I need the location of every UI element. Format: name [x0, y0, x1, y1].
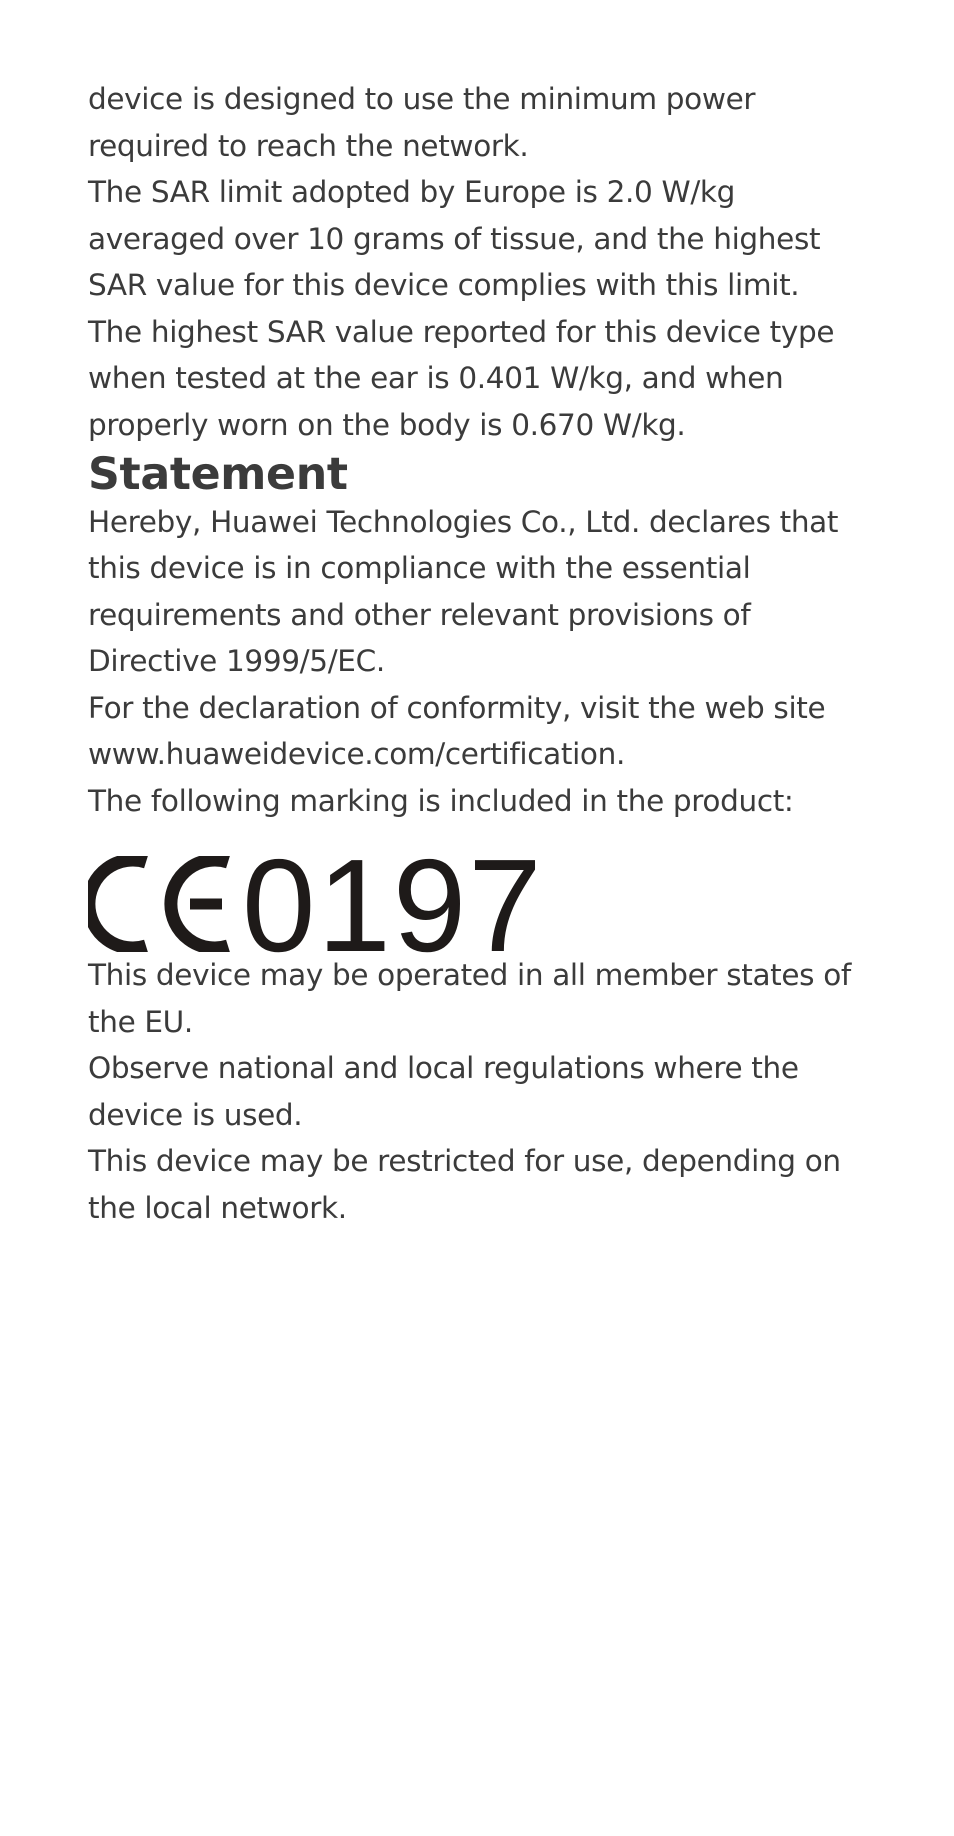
paragraph-network-restriction: This device may be restricted for use, depending on the local network.	[88, 1144, 841, 1225]
paragraph-conformity-url: For the declaration of conformity, visit the web site www.huaweidevice.com/certification.	[88, 690, 826, 771]
paragraph-regulations: Observe national and local regulations where the device is used.	[88, 1051, 799, 1132]
paragraph-eu-states: This device may be operated in all member states of the EU.	[88, 958, 851, 1039]
paragraph-marking-intro: The following marking is included in the product:	[88, 783, 794, 818]
statement-heading: Statement	[88, 449, 348, 500]
paragraph-sar-values: The highest SAR value reported for this device type when tested at the ear is 0.401 W/kg, and when properly worn on the body is 0.670 W/kg.	[88, 314, 835, 442]
document-page	[88, 76, 878, 1231]
paragraph-declaration: Hereby, Huawei Technologies Co., Ltd. declares that this device is in compliance with the essential requirements and other relevant provisions of Directive 1999/5/EC.	[88, 504, 839, 678]
paragraph-sar-limit: The SAR limit adopted by Europe is 2.0 W/kg averaged over 10 grams of tissue, and the highest SAR value for this device complies with this limit.	[88, 175, 821, 302]
notified-body-number: 0197	[242, 832, 544, 979]
ce-mark-icon	[88, 856, 236, 952]
paragraph-power: device is designed to use the minimum power required to reach the network.	[88, 82, 756, 163]
ce-marking	[88, 832, 878, 979]
